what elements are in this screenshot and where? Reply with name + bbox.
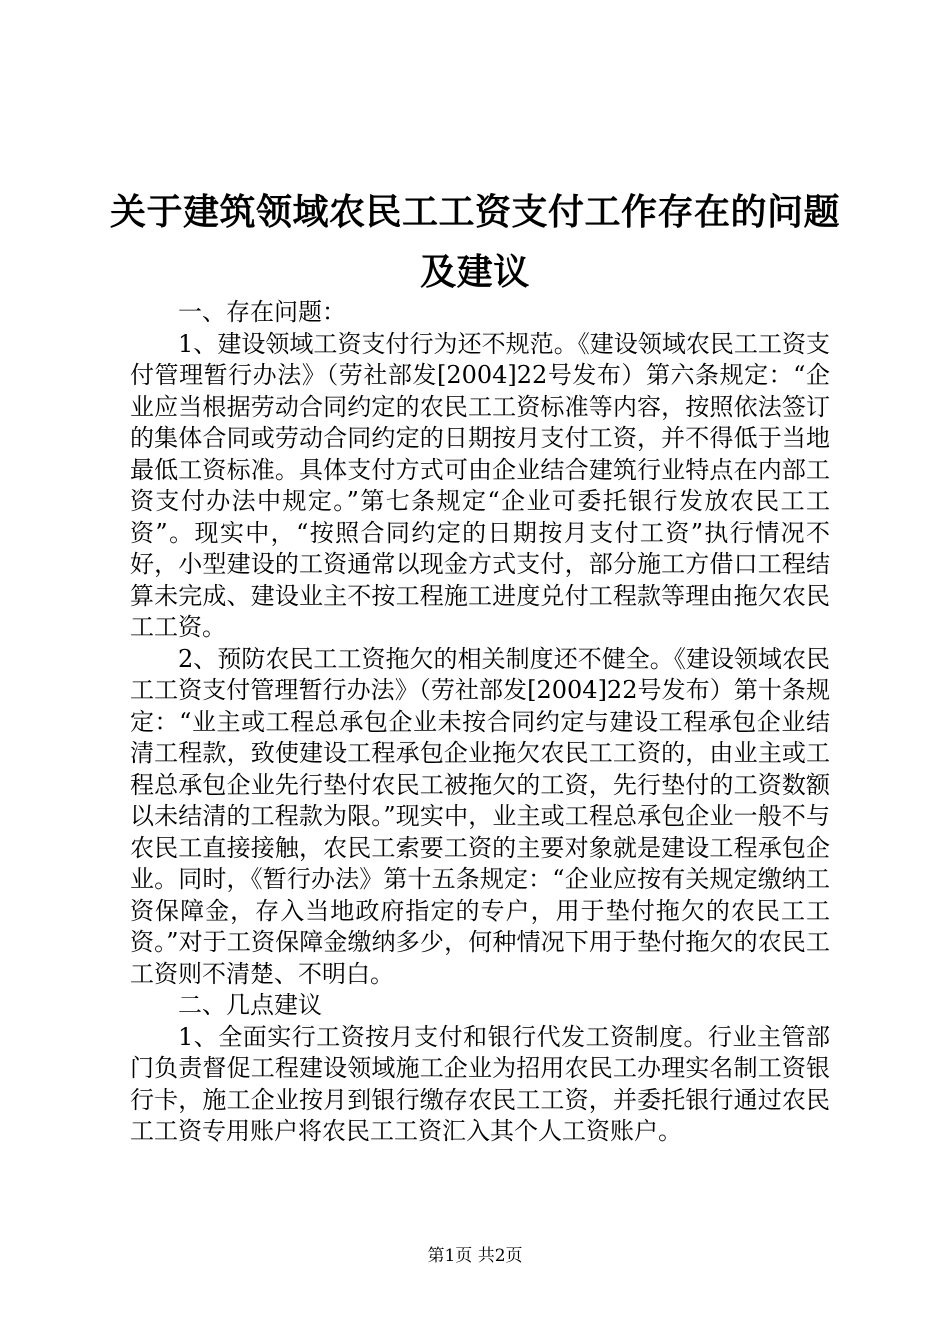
- document-title-line-1: 关于建筑领域农民工工资支付工作存在的问题: [110, 191, 841, 233]
- document-title-line-2: 及建议: [420, 251, 530, 293]
- paragraph-suggestion-1: 1、全面实行工资按月支付和银行代发工资制度。行业主管部门负责督促工程建设领域施工企业为招用农民工办理实名制工资银行卡，施工企业按月到银行缴存农民工工资，并委托银行通过农民工工资专用账户将农民工工资汇入其个人工资账户。: [130, 1022, 830, 1145]
- document-body: [130, 297, 830, 1148]
- section-heading-suggestions: 二、几点建议: [178, 991, 322, 1019]
- page-footer: 第1页 共2页: [427, 1246, 523, 1266]
- paragraph-problem-1: 1、建设领域工资支付行为还不规范。《建设领域农民工工资支付管理暂行办法》（劳社部发[2004]22号发布）第六条规定：“企业应当根据劳动合同约定的农民工工资标准等内容，按照依法签订的集体合同或劳动合同约定的日期按月支付工资，并不得低于当地最低工资标准。具体支付方式可由企业结合建筑行业特点在内部工资支付办法中规定。”第七条规定“企业可委托银行发放农民工工资”。现实中，“按照合同约定的日期按月支付工资”执行情况不好，小型建设的工资通常以现金方式支付，部分施工方借口工程结算未完成、建设业主不按工程施工进度兑付工程款等理由拖欠农民工工资。: [130, 329, 830, 641]
- section-heading-problems: 一、存在问题：: [178, 298, 346, 326]
- paragraph-problem-2: 2、预防农民工工资拖欠的相关制度还不健全。《建设领域农民工工资支付管理暂行办法》（劳社部发[2004]22号发布）第十条规定：“业主或工程总承包企业未按合同约定与建设工程承包企业结清工程款，致使建设工程承包企业拖欠农民工工资的，由业主或工程总承包企业先行垫付农民工被拖欠的工资，先行垫付的工资数额以未结清的工程款为限。”现实中，业主或工程总承包企业一般不与农民工直接接触，农民工索要工资的主要对象就是建设工程承包企业。同时，《暂行办法》第十五条规定：“企业应按有关规定缴纳工资保障金，存入当地政府指定的专户，用于垫付拖欠的农民工工资。”对于工资保障金缴纳多少，何种情况下用于垫付拖欠的农民工工资则不清楚、不明白。: [130, 644, 830, 988]
